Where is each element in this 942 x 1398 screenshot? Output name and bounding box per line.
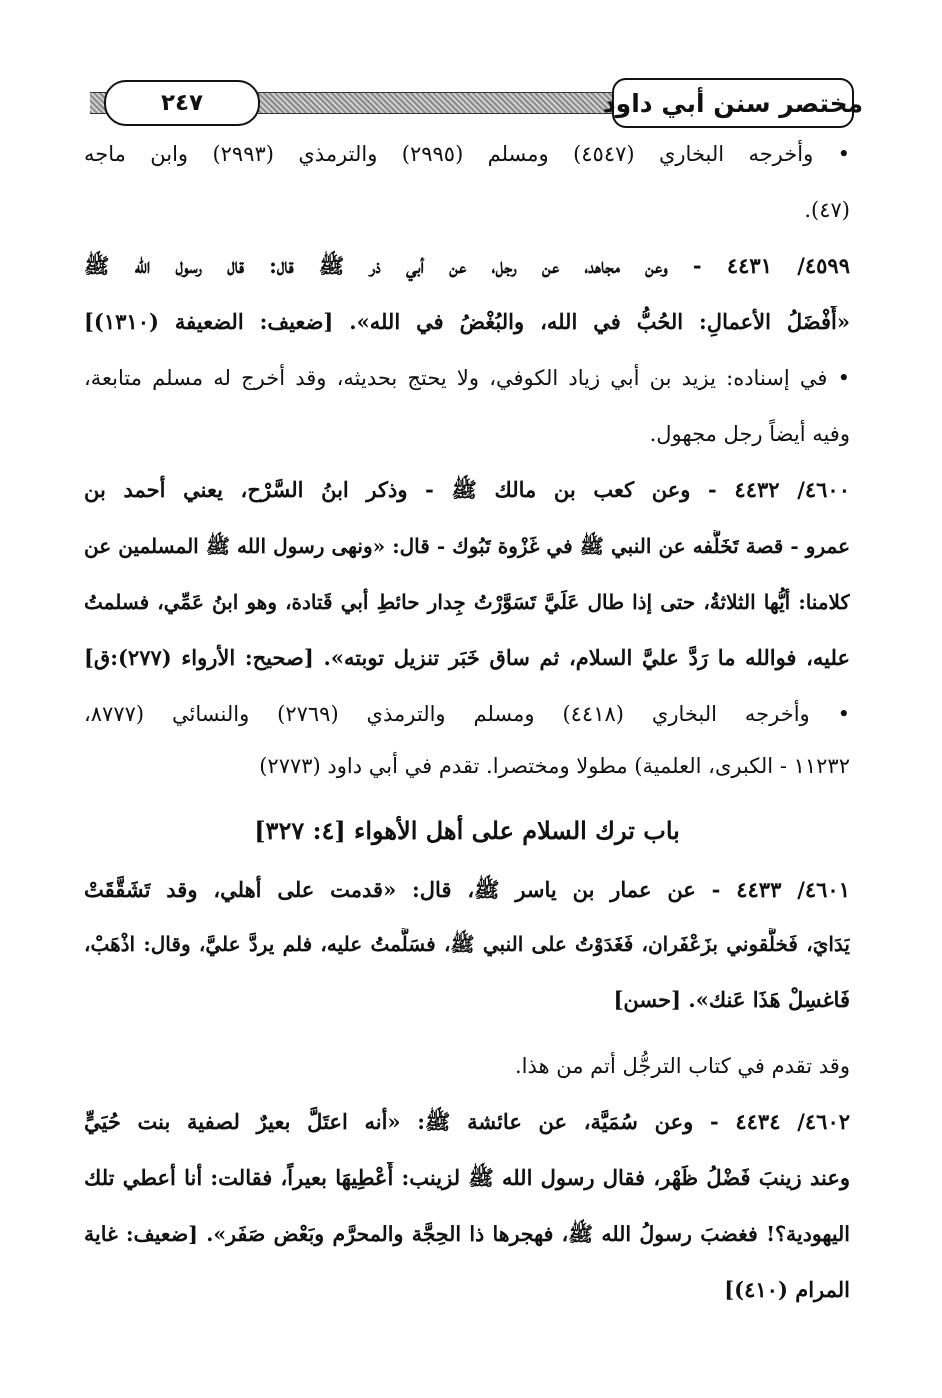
hadith-text-line: فَاغسِلْ هَذَا عَنك». [حسن] [613,987,850,1012]
text-line: (٤٧). [804,198,850,222]
chapter-heading: باب ترك السلام على أهل الأهواء [٤: ٣٢٧] [254,816,680,845]
hadith-text-line: «أَفْضَلُ الأعمالِ: الحُبُّ في الله، والبُغْضُ في الله». [ضعيف: الضعيفة (١٣١٠)] [84,309,850,334]
hadith-number-line: ٤٥٩٩/ ٤٤٣١ - وعن مجاهد، عن رجل، عن أبي ذر ﷺ قال: قال رسول الله ﷺ [84,253,850,278]
hadith-text-line: عليه، فوالله ما رَدَّ عليَّ السلام، ثم ساق خَبَر تنزيل توبته». [صحيح: الأرواء (٢٧٧):ق] [84,645,850,670]
hadith-text-line: يَدَايَ، فَخلَّقوني بزَعْفَران، فَغَدَوْتُ على النبي ﷺ، فسَلَّمتُ عليه، فلم يردَّ عليَّ، وقال: اذْهَبْ، [84,932,850,956]
hadith-text-line: كلامنا: أيُّها الثلاثةُ، حتى إذا طال عَلَيَّ تَسَوَّرْتُ جِدار حائطِ أبي قَتادة، وهو ابنُ عَمِّي، فسلمتُ [84,590,850,614]
text-line: وقد تقدم في كتاب الترجُّل أتم من هذا. [514,1054,850,1078]
hadith-text-line: وعند زينبَ فَضْلُ ظَهْر، فقال رسول الله ﷺ لزينب: أَعْطِيهَا بعيراً، فقالت: أنا أعطي تلك [84,1165,850,1190]
page-header [80,76,864,128]
hadith-number-line: ٤٦٠٠/ ٤٤٣٢ - وعن كعب بن مالك ﷺ - وذكر ابنُ السَّرْح، يعني أحمد بن [84,477,850,502]
page-number: ٢٤٧ [160,90,204,116]
hadith-text-line: المرام (٤١٠)] [724,1277,850,1302]
text-line: • وأخرجه البخاري (٤٤١٨) ومسلم والترمذي (٢٧٦٩) والنسائي (٨٧٧٧، [84,702,850,726]
text-line: • في إسناده: يزيد بن أبي زياد الكوفي، ولا يحتج بحديثه، وقد أخرج له مسلم متابعة، [84,366,850,390]
hadith-number-line: ٤٦٠١/ ٤٤٣٣ - عن عمار بن ياسر ﷺ، قال: «قدمت على أهلي، وقد تَشَقَّقَتْ [84,877,850,902]
hadith-text-line: عمرو - قصة تَخَلُّفه عن النبي ﷺ في غَزْوة تَبُوك - قال: «ونهى رسول الله ﷺ المسلمين عن [84,534,850,558]
hadith-text-line: اليهودية؟! فغضبَ رسولُ الله ﷺ، فهجرها ذا الحِجَّة والمحرَّم وبَعْض صَفَر». [ضعيف: غاية [84,1222,850,1246]
book-title-box [602,78,864,128]
text-line: ١١٢٣٢ - الكبرى، العلمية) مطولا ومختصرا. تقدم في أبي داود (٢٧٧٣) [259,754,850,778]
text-line: • وأخرجه البخاري (٤٥٤٧) ومسلم (٢٩٩٥) والترمذي (٢٩٩٣) وابن ماجه [84,142,850,166]
book-title: مختصر سنن أبي داود [602,88,864,118]
hadith-number-line: ٤٦٠٢/ ٤٤٣٤ - وعن سُمَيَّة، عن عائشة ﷺ: «أنه اعتَلَّ بعيرٌ لصفية بنت حُيَيٍّ [84,1109,850,1134]
page-number-badge [104,80,260,126]
text-line: وفيه أيضاً رجل مجهول. [649,422,850,446]
